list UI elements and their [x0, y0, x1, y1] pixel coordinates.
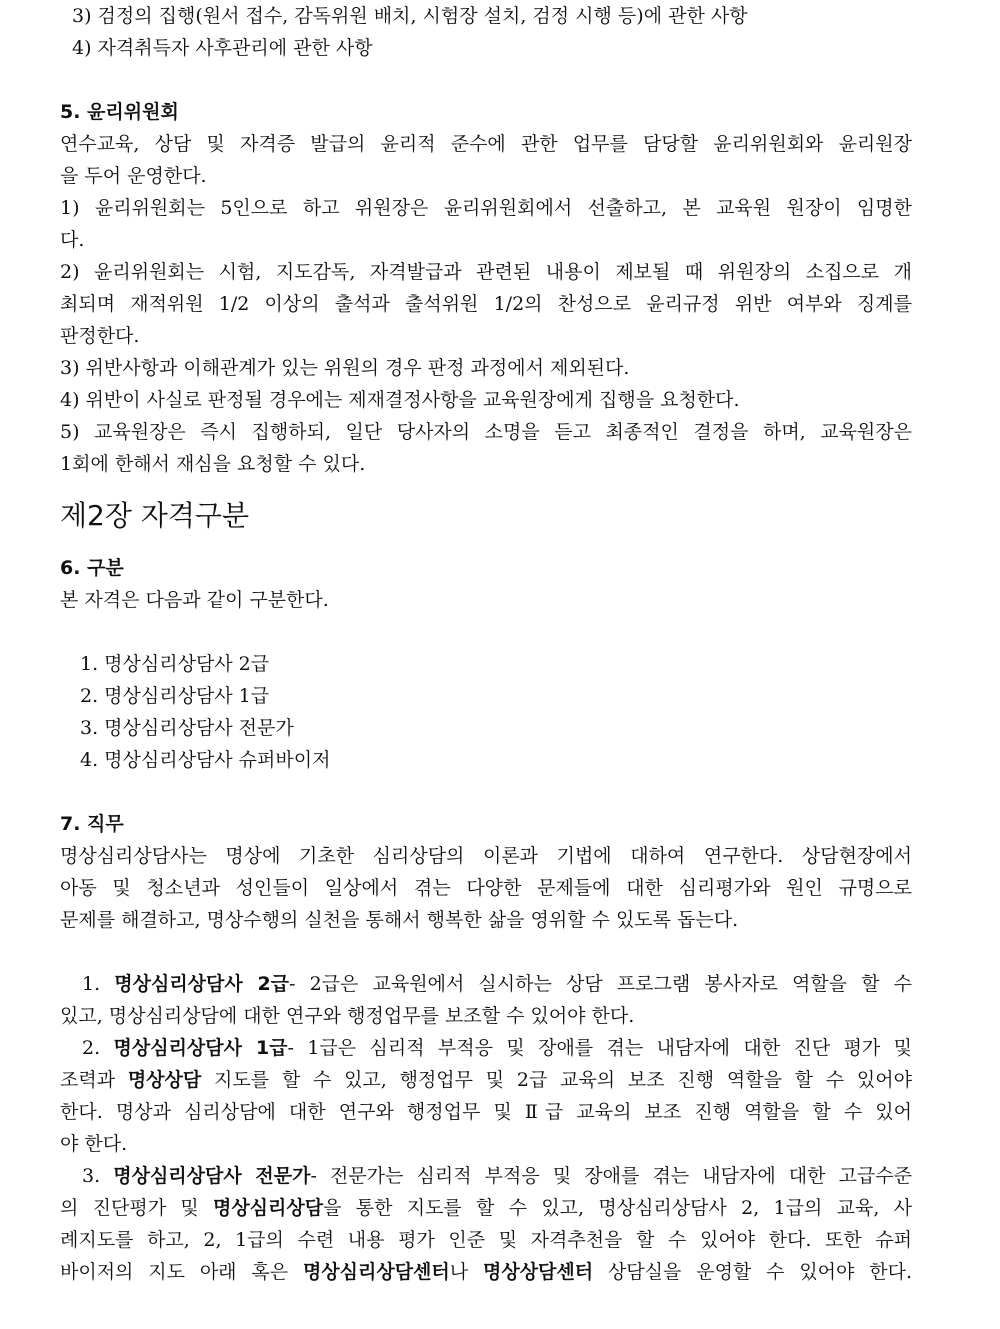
duty-3-cont	[60, 1192, 912, 1224]
section-7-title: 7. 직무	[60, 813, 124, 835]
duty-2-line	[60, 1032, 912, 1064]
ethics-item-5-cont: 1회에 한해서 재심을 요청할 수 있다.	[60, 453, 366, 475]
paragraph-line: 명상심리상담사는 명상에 기초한 심리상담의 이론과 기법에 대하여 연구한다. 상담현장에서	[60, 845, 912, 867]
section-6-title: 6. 구분	[60, 557, 124, 579]
duty-title: 명상심리상담사 1급	[113, 1037, 288, 1059]
duty-emphasis: 명상심리상담	[212, 1197, 324, 1219]
duty-title: 명상심리상담사 전문가	[113, 1165, 311, 1187]
duty-3-cont: 례지도를 하고, 2, 1급의 수련 내용 평가 인준 및 자격추천을 할 수 있어야 한다. 또한 슈퍼	[60, 1229, 912, 1251]
ethics-item-1: 1) 윤리위원회는 5인으로 하고 위원장은 윤리위원회에서 선출하고, 본 교육원 원장이 임명한	[60, 197, 912, 219]
ethics-item-1-cont: 다.	[60, 229, 85, 251]
intro-item: 4) 자격취득자 사후관리에 관한 사항	[72, 37, 373, 59]
duty-text: 상담실을 운영할 수 있어야 한다.	[593, 1261, 912, 1283]
duty-number: 2.	[82, 1037, 114, 1059]
chapter-title: 제2장 자격구분	[60, 499, 250, 532]
duty-title: 명상심리상담사 2급	[114, 973, 290, 995]
grade-list-item: 2. 명상심리상담사 1급	[80, 685, 270, 707]
ethics-item-3: 3) 위반사항과 이해관계가 있는 위원의 경우 판정 과정에서 제외된다.	[60, 357, 630, 379]
duty-2-cont: 야 한다.	[60, 1133, 128, 1155]
duty-number: 1.	[82, 973, 115, 995]
section-5-title: 5. 윤리위원회	[60, 101, 179, 123]
duty-text: 지도를 할 수 있고, 행정업무 및 2급 교육의 보조 진행 역할을 할 수 있어야	[201, 1069, 912, 1091]
duty-2-cont	[60, 1064, 912, 1096]
ethics-item-2-cont: 최되며 재적위원 1/2 이상의 출석과 출석위원 1/2의 찬성으로 윤리규정 위반 여부와 징계를	[60, 293, 912, 315]
section-6	[60, 552, 912, 776]
duty-3-line	[60, 1160, 912, 1192]
duty-2-cont: 한다. 명상과 심리상담에 대한 연구와 행정업무 및 Ⅱ급 교육의 보조 진행 역할을 할 수 있어	[60, 1101, 912, 1123]
grade-list-item: 4. 명상심리상담사 슈퍼바이저	[80, 749, 331, 771]
paragraph-line: 을 두어 운영한다.	[60, 165, 207, 187]
ethics-item-2: 2) 윤리위원회는 시험, 지도감독, 자격발급과 관련된 내용이 제보될 때 위원장의 소집으로 개	[60, 261, 912, 283]
duty-emphasis: 명상상담	[127, 1069, 202, 1091]
duty-emphasis: 명상상담센터	[482, 1261, 594, 1283]
duty-text: 을 통한 지도를 할 수 있고, 명상심리상담사 2, 1급의 교육, 사	[323, 1197, 912, 1219]
duty-1-cont: 있고, 명상심리상담에 대한 연구와 행정업무를 보조할 수 있어야 한다.	[60, 1005, 635, 1027]
intro-list	[60, 0, 912, 64]
duty-text: - 1급은 심리적 부적응 및 장애를 겪는 내담자에 대한 진단 평가 및	[287, 1037, 912, 1059]
duty-text: 바이저의 지도 아래 혹은	[60, 1261, 303, 1283]
grade-list-item: 1. 명상심리상담사 2급	[80, 653, 270, 675]
ethics-item-2-cont: 판정한다.	[60, 325, 140, 347]
paragraph-line: 연수교육, 상담 및 자격증 발급의 윤리적 준수에 관한 업무를 담당할 윤리위원회와 윤리원장	[60, 133, 912, 155]
duty-3-cont	[60, 1256, 912, 1288]
duty-1-line	[60, 968, 912, 1000]
grade-list-item: 3. 명상심리상담사 전문가	[80, 717, 294, 739]
section-6-intro: 본 자격은 다음과 같이 구분한다.	[60, 589, 329, 611]
duty-text: 나	[449, 1261, 483, 1283]
duty-text: 조력과	[60, 1069, 128, 1091]
duty-text: 의 진단평가 및	[60, 1197, 213, 1219]
section-7	[60, 808, 912, 1288]
intro-item: 3) 검정의 집행(원서 접수, 감독위원 배치, 시험장 설치, 검정 시행 등)에 관한 사항	[72, 5, 748, 27]
duty-text: - 전문가는 심리적 부적응 및 장애를 겪는 내담자에 대한 고급수준	[310, 1165, 912, 1187]
paragraph-line: 아동 및 청소년과 성인들이 일상에서 겪는 다양한 문제들에 대한 심리평가와 원인 규명으로	[60, 877, 912, 899]
duty-number: 3.	[82, 1165, 114, 1187]
duty-emphasis: 명상심리상담센터	[302, 1261, 450, 1283]
ethics-item-4: 4) 위반이 사실로 판정될 경우에는 제재결정사항을 교육원장에게 집행을 요청한다.	[60, 389, 740, 411]
duty-text: - 2급은 교육원에서 실시하는 상담 프로그램 봉사자로 역할을 할 수	[289, 973, 912, 995]
section-5	[60, 96, 912, 480]
paragraph-line: 문제를 해결하고, 명상수행의 실천을 통해서 행복한 삶을 영위할 수 있도록 돕는다.	[60, 909, 739, 931]
ethics-item-5: 5) 교육원장은 즉시 집행하되, 일단 당사자의 소명을 듣고 최종적인 결정을 하며, 교육원장은	[60, 421, 912, 443]
